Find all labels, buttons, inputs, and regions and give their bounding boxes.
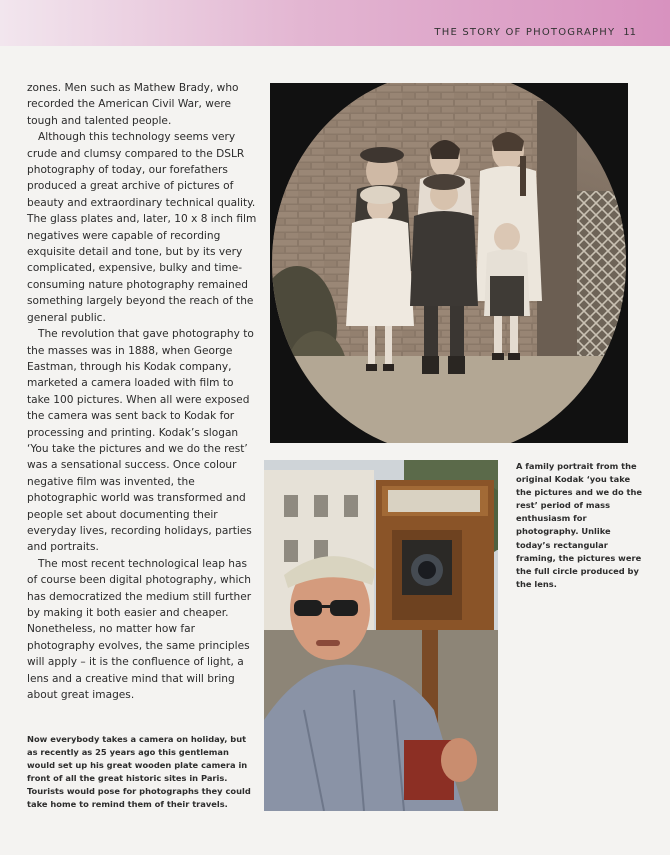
paragraph: Although this technology seems very crude and clumsy compared to the DSLR photography of today, our forefathers produced a great archive of pictures of beauty and extraordinary technical quality. The glass plates and, later, 10 x 8 inch film negatives were capable of recording exquisite detail and tone, but by its very complicated, expensive, bulky and time-consuming nature photography remained something largely beyond the reach of the general public. <box>27 131 257 324</box>
page-number: 11 <box>623 27 636 38</box>
family-portrait-photo <box>270 83 628 443</box>
running-title: THE STORY OF PHOTOGRAPHY <box>434 27 616 38</box>
plate-camera-man-illustration <box>264 460 498 811</box>
family-portrait-illustration <box>272 83 626 443</box>
paragraph: The most recent technological leap has of course been digital photography, which has democratized the medium still further by making it both easier and cheaper. Nonetheless, no matter how far photography evolves, the same principles will apply – it is the confluence of light, a lens and a creative mind that will bring about great images. <box>27 557 252 702</box>
header-band <box>0 0 670 46</box>
caption-plate-camera: Now everybody takes a camera on holiday, but as recently as 25 years ago this gentleman would set up his great wooden plate camera in front of all the great historic sites in Paris. Tourists would pose for photographs they could take home to remind them of their travels. <box>27 734 251 810</box>
body-text <box>27 80 259 703</box>
running-head <box>434 27 636 38</box>
paragraph: zones. Men such as Mathew Brady, who recorded the American Civil War, were tough and talented people. <box>27 82 239 127</box>
caption-family-portrait: A family portrait from the original Kodak ‘you take the pictures and we do the rest’ period of mass enthusiasm for photography. Unlike today’s rectangular framing, the pictures were the full circle produced by the lens. <box>516 461 643 589</box>
paragraph: The revolution that gave photography to the masses was in 1888, when George Eastman, through his Kodak company, marketed a camera loaded with film to take 100 pictures. When all were exposed the camera was sent back to Kodak for processing and printing. Kodak’s slogan ‘You take the pictures and we do the rest’ was a sensational success. Once colour negative film was invented, the photographic world was transformed and people set about documenting their everyday lives, recording holidays, parties and portraits. <box>27 328 254 554</box>
plate-camera-man-photo <box>264 460 498 811</box>
circular-frame <box>272 83 626 443</box>
